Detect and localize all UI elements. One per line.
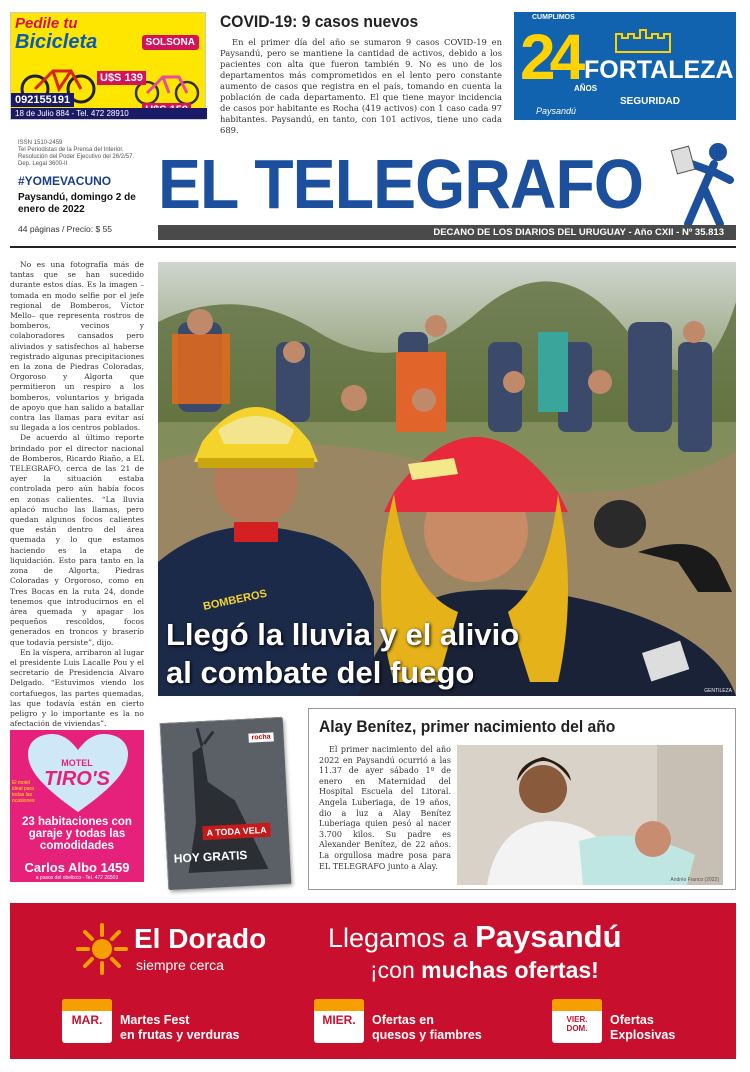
el-dorado-line2 xyxy=(370,957,599,984)
bike-ad-phone: 092155191 xyxy=(11,93,74,107)
bike-ad-line1: Pedile tu xyxy=(15,15,78,32)
supplement-cover[interactable] xyxy=(160,717,291,889)
motel-rooms: 23 habitaciones con garaje y todas las comodidades xyxy=(22,816,132,852)
issn: ISSN 1510-2459 xyxy=(18,140,63,146)
masthead-subtitle-bar: DECANO DE LOS DIARIOS DEL URUGUAY - Año CXII - Nº 35.813 xyxy=(158,225,736,240)
fortaleza-years: 24 xyxy=(520,21,580,93)
fortaleza-name: FORTALEZA xyxy=(584,56,734,84)
el-dorado-ad[interactable] xyxy=(10,903,736,1059)
offer-text xyxy=(372,1013,482,1043)
calendar-icon xyxy=(62,999,112,1043)
lead-paragraph: En la víspera, arribaron al lugar el presidente Luis Lacalle Pou y el secretario de Presidencia Alvaro Delgado. “Estuvimos viendo los cortafuegos, las partes quemadas, las que todavía están en cierto peligro y lo importante es la no afectación de viviendas”. xyxy=(10,647,144,729)
fortaleza-years-label: AÑOS xyxy=(574,84,598,93)
offer-line2: en frutas y verduras xyxy=(120,1028,240,1042)
supplement-banner: A TODA VELA xyxy=(202,823,271,841)
supplement-logo: rocha xyxy=(248,732,273,742)
lead-paragraph: No es una fotografía más de tantas que se han sucedido durante estos días. Es la imagen –tomada en modo selfie por el jefe regional de Bomberos, Víctor Mello– que representa rostros de bomberos, vecinos y colaboradores cansados pero aliviados y satisfechos al haberse registrado algunas precipitaciones en la zona de Piedras Coloradas, Orgoroso y Algorta que permitieron un respiro a los bomberos, voluntarios y brigada de apoyo que han salido a batallar contra las llamas para evitar así su llegada a los centros poblados. xyxy=(10,260,144,433)
newspaper-title: EL TELEGRAFO xyxy=(158,145,644,223)
offer-line2: quesos y fiambres xyxy=(372,1028,482,1042)
motel-label: MOTEL xyxy=(61,758,93,768)
covid-body: En el primer día del año se sumaron 9 casos COVID-19 en Paysandú, pero se mantiene la cantidad de activos, debido a los pacientes con alta que fueron también 9. No es uno de los departamentos más comprometidos en el lento pero constante aumento de casos que registra en el país, tomando en cuenta la población de cada departamento. El que tiene mayor incidencia de casos por habitante es Rocha (419 activos) con 1 caso cada 97 habitantes. Paysandú, en tanto, con 101 activos, tiene uno cada 689. xyxy=(220,37,502,135)
line1-pre: Llegamos a xyxy=(328,923,468,953)
bike-ad-brand: SOLSONA xyxy=(142,35,199,50)
place-date: Paysandú, domingo 2 de enero de 2022 xyxy=(18,192,136,215)
line1-city: Paysandú xyxy=(475,919,622,954)
fortaleza-signature: Paysandú xyxy=(536,106,577,116)
calendar-icon xyxy=(552,999,602,1043)
motel-side-text: El motel ideal para todas las ocasiones xyxy=(12,780,35,804)
fortaleza-ad[interactable] xyxy=(514,12,736,120)
el-dorado-brand: El Dorado xyxy=(134,923,267,954)
covid-article[interactable] xyxy=(220,12,502,135)
motel-name: TIRO'S xyxy=(44,768,110,790)
el-dorado-tagline: siempre cerca xyxy=(136,957,224,973)
offer-wednesday[interactable] xyxy=(314,999,514,1043)
birth-photo-credit: Andrés Franco (2022) xyxy=(670,877,719,883)
offer-friday-sunday[interactable] xyxy=(552,999,722,1043)
headline-line1: Llegó la lluvia y el alivio xyxy=(166,617,520,652)
covid-title: COVID-19: 9 casos nuevos xyxy=(220,12,419,31)
offer-line1: Ofertas en xyxy=(372,1013,434,1027)
birth-title: Alay Benítez, primer nacimiento del año xyxy=(319,717,616,736)
bike-ad-line2: Bicicleta xyxy=(15,31,98,53)
photo-credit: GENTILEZA xyxy=(704,688,732,694)
offer-line1: Ofertas xyxy=(610,1013,654,1027)
masthead[interactable] xyxy=(158,146,678,224)
offer-text xyxy=(120,1013,240,1043)
offer-text xyxy=(610,1013,675,1043)
motel-address: Carlos Albo 1459 xyxy=(24,860,130,875)
legal-notice: Tel Periodistas de la Prensa del Interior. Resolución del Poder Ejecutivo del 26/2/57. Dep. Legal 3600-II xyxy=(18,147,135,167)
line2-pre: ¡con xyxy=(370,957,415,983)
helmet-label: BOMBEROS xyxy=(202,587,268,613)
el-dorado-line1 xyxy=(328,919,622,955)
fortaleza-sub: SEGURIDAD xyxy=(620,96,681,107)
mother-baby-image xyxy=(457,745,723,885)
offer-tuesday[interactable] xyxy=(62,999,262,1043)
offer-day: MAR. xyxy=(71,1013,103,1027)
pages-price: 44 páginas / Precio: $ 55 xyxy=(18,224,113,234)
birth-body: El primer nacimiento del año 2022 en Paysandú ocurrió a las 11.37 de ayer sábado 1º de enero en Maternidad del Hospital Escuela del Litoral. Angela Luberiaga, de 19 años, dio a luz a Alay Benítez Luberiaga quien pesó al nacer 3.700 kilos. Su padre es Alexander Benítez, de 22 años. La orgullosa madre posa para EL TELEGRAFO junto a Alay. xyxy=(319,745,451,871)
supplement-label: HOY GRATIS xyxy=(173,847,248,866)
sun-logo-icon xyxy=(76,923,128,975)
birth-article[interactable] xyxy=(308,708,736,890)
offer-line2: Explosivas xyxy=(610,1028,676,1042)
mother-baby-photo xyxy=(457,745,723,885)
lead-article[interactable] xyxy=(10,260,144,729)
calendar-icon xyxy=(314,999,364,1043)
newspaper-reader-mascot-icon xyxy=(670,140,738,226)
bike-ad-address: 18 de Julio 884 - Tel. 472 28910 xyxy=(11,108,207,119)
masthead-meta xyxy=(18,140,144,234)
bike-ad[interactable] xyxy=(10,12,206,120)
headline-line2: al combate del fuego xyxy=(166,655,475,690)
fortaleza-cumple: CUMPLIMOS xyxy=(532,14,575,21)
offer-day: VIER. DOM. xyxy=(566,1015,588,1033)
main-headline[interactable] xyxy=(166,616,726,692)
motel-ad[interactable] xyxy=(10,730,144,882)
offer-line1: Martes Fest xyxy=(120,1013,190,1027)
motel-sub: a pasos del obelisco - Tel. 472 26503 xyxy=(35,875,119,881)
line2-bold: muchas ofertas! xyxy=(421,957,599,983)
hashtag[interactable]: #YOMEVACUNO xyxy=(18,174,112,188)
bike-ad-price1: U$S 139 xyxy=(97,71,146,85)
divider xyxy=(10,246,736,248)
castle-icon xyxy=(612,26,672,52)
offer-day: MIER. xyxy=(322,1013,356,1027)
lead-paragraph: De acuerdo al último reporte brindado por el director nacional de Bomberos, Ricardo Riaño, a EL TELEGRAFO, cerca de las 21 de ayer la situación estaba controlada pero aún había focos en zonas calientes. “La lluvia aplacó mucho las llamas, pero quedan algunos focos calientes que están dentro del área quemada y lo que estamos haciendo es la etapa de liquidación. Esto para tanto en la zona de Algorta, Piedras Coloradas y Orgoroso, como en Tres Bocas en la ruta 24, donde tenemos que introducirnos en el área quemada y apagar los pequeños rescoldos, focos generados en troncos y braserío que todavía persiste”, dijo. xyxy=(10,433,144,647)
